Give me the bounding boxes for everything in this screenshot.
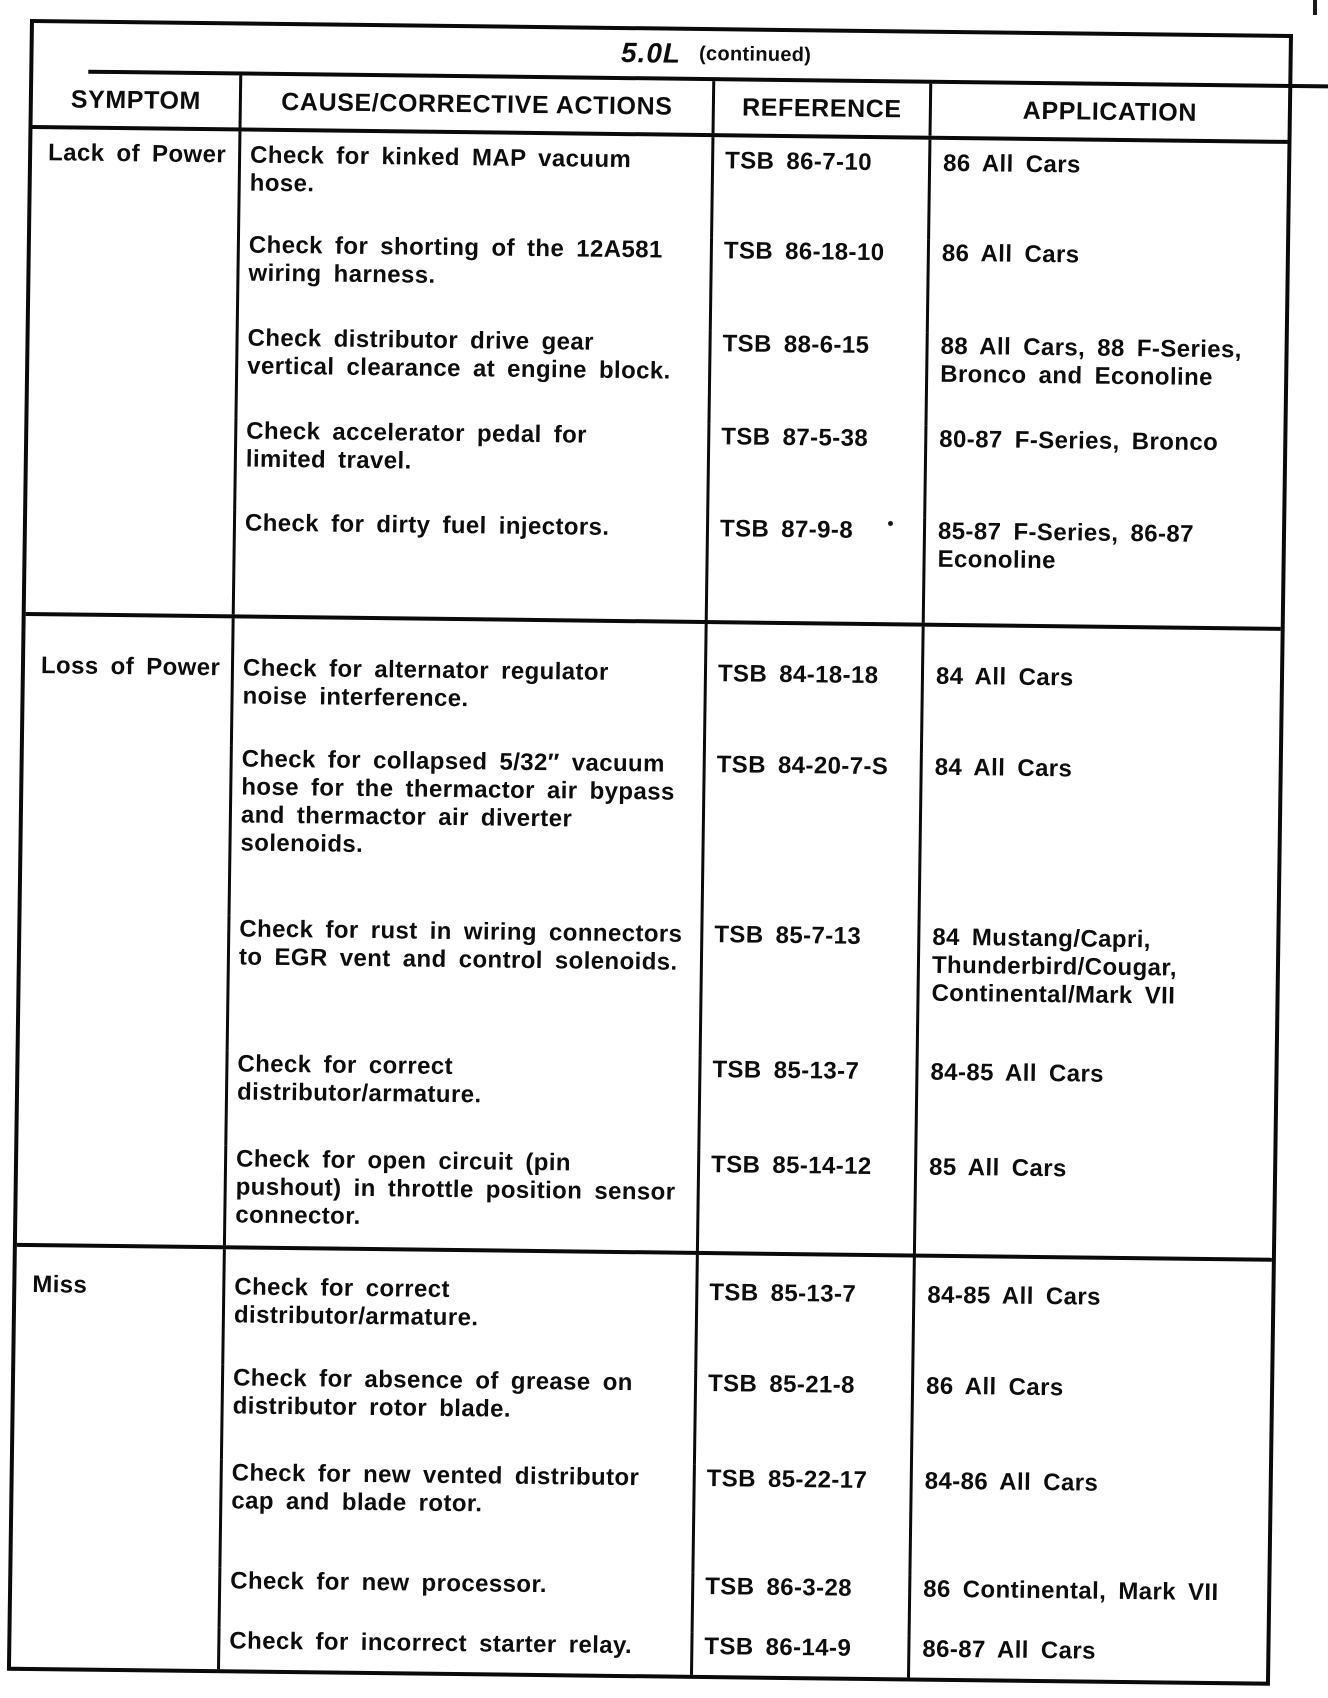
application-cell: 85 All Cars [913, 1153, 1273, 1257]
reference-cell: TSB 86-3-28 [691, 1573, 909, 1636]
application-cell: 84 Mustang/Capri, Thunderbird/Cougar, Continental/Mark VII [916, 924, 1277, 1063]
reference-cell: TSB 84-20-7-S [701, 751, 920, 924]
application-cell: 84-85 All Cars [914, 1059, 1274, 1158]
application-cell: 86 All Cars [910, 1372, 1270, 1471]
application-cell: 84 All Cars [920, 627, 1281, 758]
application-cell: 86 Continental, Mark VII [908, 1575, 1268, 1639]
cause-cell: Check distributor drive gear vertical clearance at engine block. [234, 324, 708, 423]
continued-label: (continued) [698, 42, 812, 66]
scan-artifact-dot [888, 521, 893, 526]
application-cell: 85-87 F-Series, 86-87 Econoline [922, 518, 1282, 627]
application-cell: 86-87 All Cars [907, 1635, 1267, 1681]
application-cell: 84-85 All Cars [911, 1257, 1272, 1376]
cause-cell: Check for shorting of the 12A581 wiring harness. [236, 231, 710, 330]
reference-cell: TSB 85-13-7 [694, 1255, 913, 1373]
cause-cell: Check for new processor. [218, 1567, 692, 1633]
reference-cell: TSB 87-9-8 [705, 515, 923, 623]
cause-cell: Check for correct distributor/armature. [224, 1050, 698, 1151]
reference-cell: TSB 84-18-18 [703, 624, 922, 754]
cause-cell: Check for rust in wiring connectors to EGR vent and control solenoids. [226, 915, 701, 1056]
reference-cell: TSB 85-7-13 [699, 921, 918, 1059]
cause-cell: Check for collapsed 5/32″ vacuum hose for the thermactor air bypass and thermactor air diverter solenoids. [228, 745, 703, 921]
cause-cell: Check for alternator regulator noise interference. [230, 618, 705, 751]
reference-cell: TSB 85-13-7 [697, 1056, 915, 1154]
symptom-cell: Lack of Power [47, 139, 227, 169]
cause-cell: Check for new vented distributor cap and blade rotor. [218, 1459, 693, 1573]
cause-cell: Check for open circuit (pin pushout) in throttle position sensor connector. [223, 1145, 697, 1251]
scan-artifact-tick [1313, 0, 1317, 15]
symptom-cell: Loss of Power [40, 652, 221, 682]
application-cell: 88 All Cars, 88 F-Series, Bronco and Econoline [924, 333, 1284, 430]
cause-cell: Check for kinked MAP vacuum hose. [237, 131, 711, 237]
reference-cell: TSB 85-21-8 [693, 1370, 911, 1468]
cause-cell: Check for dirty fuel injectors. [232, 509, 706, 620]
reference-cell: TSB 85-14-12 [696, 1151, 914, 1254]
column-header-symptom: SYMPTOM [70, 84, 202, 115]
reference-cell: TSB 86-14-9 [690, 1633, 908, 1678]
engine-title: 5.0L [620, 37, 682, 69]
column-header-application: APPLICATION [929, 84, 1289, 140]
symptom-cell: Miss [32, 1271, 88, 1299]
reference-cell: TSB 85-22-17 [691, 1465, 910, 1576]
reference-cell: TSB 86-7-10 [710, 137, 928, 240]
application-cell: 86 All Cars [927, 140, 1287, 244]
cause-cell: Check accelerator pedal for limited travel. [233, 417, 707, 515]
symptom-section [26, 129, 1288, 627]
column-header-cause: CAUSE/CORRECTIVE ACTIONS [239, 75, 713, 133]
cause-cell: Check for incorrect starter relay. [217, 1627, 691, 1675]
symptom-section [17, 612, 1281, 1258]
application-cell: 80-87 F-Series, Bronco [923, 426, 1283, 522]
symptom-section [11, 1243, 1272, 1682]
reference-cell: TSB 86-18-10 [709, 237, 927, 333]
reference-cell: TSB 88-6-15 [707, 330, 925, 426]
column-header-reference: REFERENCE [712, 81, 930, 136]
reference-cell: TSB 87-5-38 [706, 423, 924, 518]
application-cell: 84 All Cars [918, 754, 1279, 928]
application-cell: 86 All Cars [926, 240, 1286, 337]
tsb-troubleshooting-table [7, 19, 1293, 1686]
cause-cell: Check for correct distributor/armature. [221, 1249, 696, 1370]
application-cell: 84-86 All Cars [908, 1467, 1269, 1579]
cause-cell: Check for absence of grease on distributor rotor blade. [220, 1364, 694, 1465]
table-sections [11, 129, 1287, 1682]
